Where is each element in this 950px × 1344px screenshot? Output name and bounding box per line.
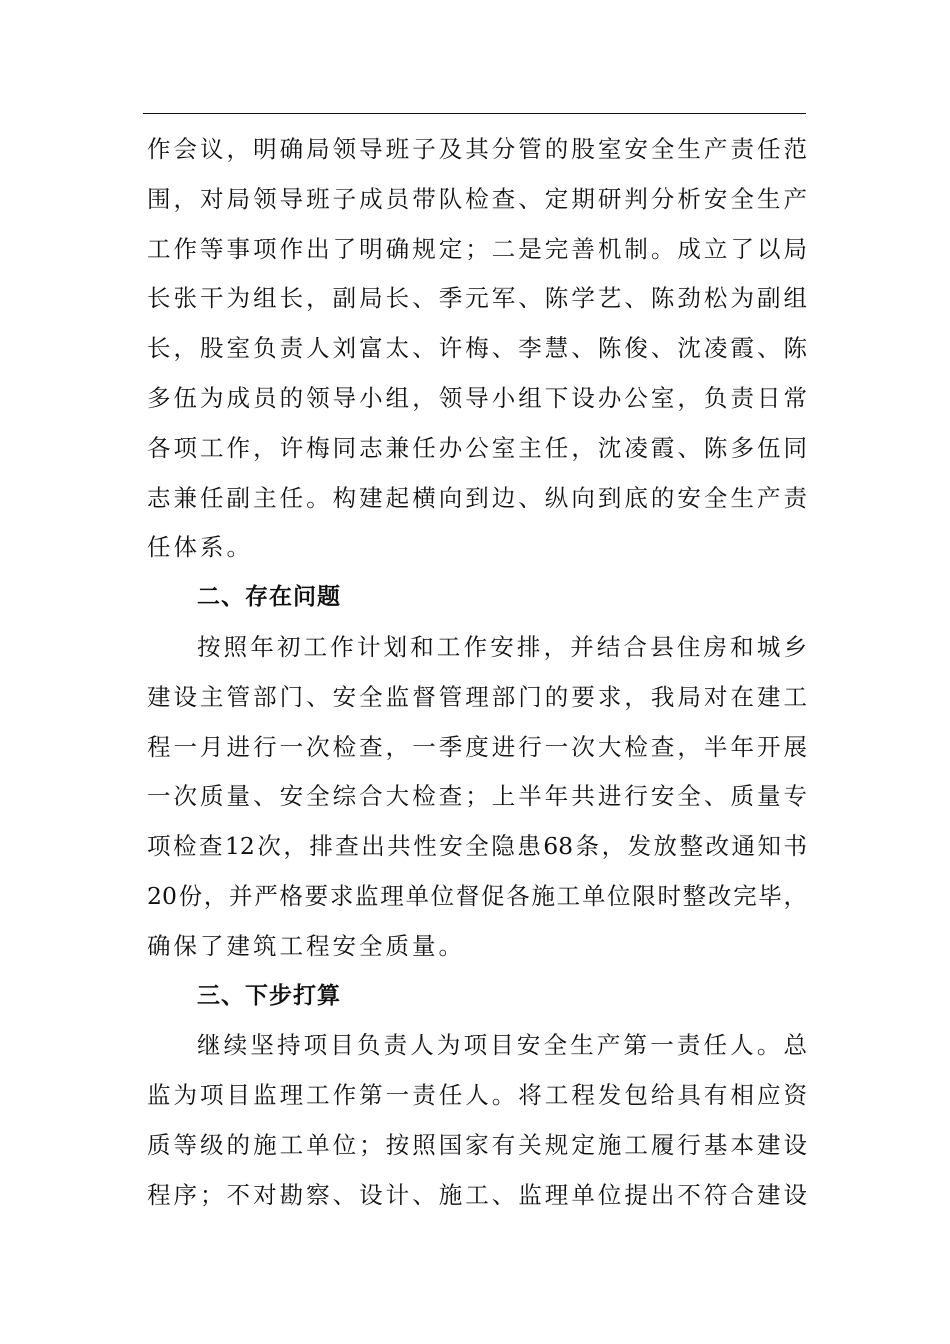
paragraph-line: 确保了建筑工程安全质量。 [147, 931, 465, 960]
paragraph-line: 继续坚持项目负责人为项目安全生产第一责任人。总 [197, 1031, 807, 1060]
paragraph-line: 各项工作，许梅同志兼任办公室主任，沈凌霞、陈多伍同 [147, 433, 807, 462]
paragraph-line: 任体系。 [147, 533, 253, 562]
section-heading-problems: 二、存在问题 [197, 584, 341, 611]
section-heading-next-steps: 三、下步打算 [197, 982, 341, 1009]
document-body [147, 125, 807, 1221]
paragraph-line: 一次质量、安全综合大检查；上半年共进行安全、质量专 [147, 782, 807, 811]
paragraph-line: 程序；不对勘察、设计、施工、监理单位提出不符合建设 [147, 1180, 807, 1209]
paragraph-line: 志兼任副主任。构建起横向到边、纵向到底的安全生产责 [147, 483, 807, 512]
paragraph-line: 多伍为成员的领导小组，领导小组下设办公室，负责日常 [147, 383, 807, 412]
paragraph-line: 长，股室负责人刘富太、许梅、李慧、陈俊、沈凌霞、陈 [147, 334, 807, 363]
paragraph-line: 20份，并严格要求监理单位督促各施工单位限时整改完毕， [147, 881, 807, 910]
paragraph-line: 作会议，明确局领导班子及其分管的股室安全生产责任范 [147, 135, 807, 163]
paragraph-line: 质等级的施工单位；按照国家有关规定施工履行基本建设 [147, 1130, 807, 1159]
paragraph-line: 建设主管部门、安全监督管理部门的要求，我局对在建工 [147, 682, 807, 711]
paragraph-line: 围，对局领导班子成员带队检查、定期研判分析安全生产 [147, 184, 807, 213]
paragraph-line: 按照年初工作计划和工作安排，并结合县住房和城乡 [197, 632, 807, 661]
paragraph-line: 工作等事项作出了明确规定；二是完善机制。成立了以局 [147, 234, 807, 263]
header-rule [143, 113, 806, 114]
paragraph-line: 长张干为组长，副局长、季元军、陈学艺、陈劲松为副组 [147, 284, 807, 313]
paragraph-line: 程一月进行一次检查，一季度进行一次大检查，半年开展 [147, 732, 807, 761]
paragraph-line: 监为项目监理工作第一责任人。将工程发包给具有相应资 [147, 1081, 807, 1110]
paragraph-line: 项检查12次，排查出共性安全隐患68条，发放整改通知书 [147, 832, 807, 861]
